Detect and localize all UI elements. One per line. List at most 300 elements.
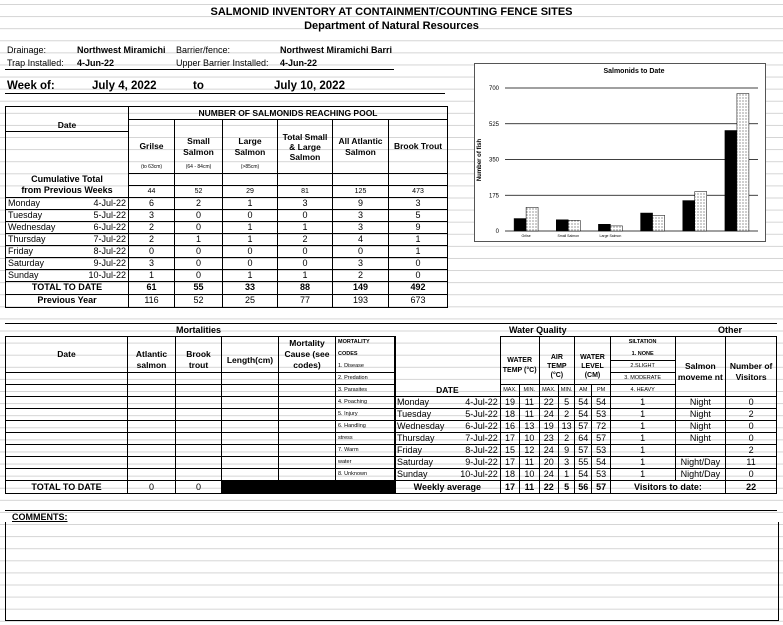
mortality-cell[interactable]: [222, 445, 279, 457]
water-cell[interactable]: 57: [592, 433, 610, 445]
sub-header: MAX.: [500, 385, 519, 397]
count-cell[interactable]: 1: [175, 233, 223, 245]
row-date: 10-Jul-22: [451, 469, 501, 481]
mortality-row: [6, 421, 396, 433]
chart-bar-total-to-date: [683, 201, 695, 231]
mortality-cell[interactable]: [222, 397, 279, 409]
col-length: Length(cm): [222, 349, 279, 373]
chart-category-label: Small Salmon: [557, 234, 580, 238]
water-cell[interactable]: 72: [592, 421, 610, 433]
count-cell[interactable]: 2: [129, 233, 175, 245]
water-cell[interactable]: 12: [520, 445, 539, 457]
mortality-row: [6, 457, 396, 469]
week-start[interactable]: July 4, 2022: [92, 80, 157, 92]
codes-subheading: CODES: [336, 349, 396, 361]
previous-year-value: 116: [129, 294, 175, 307]
count-cell[interactable]: 0: [278, 245, 333, 257]
row-date: 6-Jul-22: [451, 421, 501, 433]
weekly-average-label: Weekly average: [395, 481, 501, 494]
mortality-cell[interactable]: [222, 433, 279, 445]
row-date: 7-Jul-22: [451, 433, 501, 445]
mortality-code: water: [336, 457, 396, 469]
count-cell[interactable]: 1: [223, 269, 278, 281]
previous-year-value: 77: [278, 294, 333, 307]
water-row: [395, 433, 777, 445]
row-date: 6-Jul-22: [81, 221, 129, 233]
water-row: [395, 457, 777, 469]
row-day: Tuesday: [6, 209, 81, 221]
mortality-cell[interactable]: [128, 409, 176, 421]
water-cell[interactable]: 54: [575, 409, 592, 421]
row-date: 10-Jul-22: [81, 269, 129, 281]
water-cell[interactable]: 17: [500, 433, 519, 445]
drainage-value[interactable]: Northwest Miramichi: [77, 45, 166, 55]
mortality-cell[interactable]: [6, 421, 128, 433]
codes-heading: MORTALITY: [336, 337, 396, 349]
mortality-cell[interactable]: [128, 385, 176, 397]
row-day: Friday: [6, 245, 81, 257]
mortality-code: 7. Warm: [336, 445, 396, 457]
visitors-cell[interactable]: 0: [726, 397, 777, 409]
chart-bar-total-to-date: [556, 220, 568, 231]
water-cell[interactable]: 16: [500, 421, 519, 433]
row-day: Monday: [6, 197, 81, 209]
siltation-cell[interactable]: 1: [610, 409, 675, 421]
total-value: 88: [278, 281, 333, 294]
count-cell[interactable]: 3: [389, 197, 448, 209]
mortality-cell[interactable]: [222, 409, 279, 421]
count-cell[interactable]: 1: [223, 233, 278, 245]
water-cell[interactable]: 54: [592, 397, 610, 409]
mortality-cell[interactable]: [176, 397, 222, 409]
mortality-cell[interactable]: [6, 409, 128, 421]
barrier-value[interactable]: Northwest Miramichi Barri: [280, 45, 393, 55]
count-cell[interactable]: 1: [223, 221, 278, 233]
mortality-cell[interactable]: [222, 421, 279, 433]
water-cell[interactable]: 11: [520, 397, 539, 409]
subcol-small: (64 - 84cm): [175, 162, 223, 174]
divider: [5, 93, 445, 94]
count-cell[interactable]: 3: [129, 209, 175, 221]
water-cell[interactable]: 19: [539, 421, 558, 433]
upper-barrier-label: Upper Barrier Installed:: [176, 58, 269, 68]
mortality-cell[interactable]: [6, 385, 128, 397]
mortality-cell[interactable]: [279, 469, 336, 481]
water-row: [395, 421, 777, 433]
mortality-cell[interactable]: [6, 469, 128, 481]
movement-cell[interactable]: Night: [675, 433, 726, 445]
siltation-cell[interactable]: 1: [610, 421, 675, 433]
count-cell[interactable]: 2: [333, 269, 389, 281]
cumulative-value[interactable]: 52: [175, 185, 223, 197]
mortality-cell[interactable]: [279, 433, 336, 445]
count-cell[interactable]: 1: [223, 197, 278, 209]
count-cell[interactable]: 9: [333, 197, 389, 209]
count-cell[interactable]: 0: [223, 245, 278, 257]
mortality-cell[interactable]: [6, 433, 128, 445]
mortality-cell[interactable]: [6, 373, 128, 385]
total-value: 55: [175, 281, 223, 294]
count-cell[interactable]: 2: [129, 221, 175, 233]
water-cell[interactable]: 64: [575, 433, 592, 445]
visitors-cell[interactable]: 2: [726, 445, 777, 457]
visitors-cell[interactable]: 11: [726, 457, 777, 469]
upper-barrier-value[interactable]: 4-Jun-22: [280, 58, 318, 68]
water-cell[interactable]: 53: [592, 469, 610, 481]
mortality-cell[interactable]: [279, 397, 336, 409]
weekly-average-value: 17: [500, 481, 519, 494]
siltation-cell[interactable]: 1: [610, 469, 675, 481]
row-day: Monday: [395, 397, 451, 409]
comments-label: COMMENTS:: [12, 512, 68, 522]
col-salmon-movement: Salmon moveme nt: [675, 349, 726, 397]
water-cell[interactable]: 24: [539, 469, 558, 481]
mortality-cell[interactable]: [222, 385, 279, 397]
col-small-salmon: Small Salmon: [175, 132, 223, 162]
drainage-label: Drainage:: [7, 45, 47, 55]
page-subtitle: Department of Natural Resources: [304, 20, 479, 32]
row-day: Friday: [395, 445, 451, 457]
mortality-cell[interactable]: [176, 433, 222, 445]
subcol-grilse: (to 63cm): [129, 162, 175, 174]
previous-year-value: 25: [223, 294, 278, 307]
water-cell[interactable]: 11: [520, 409, 539, 421]
siltation-code: 1. NONE: [610, 349, 675, 361]
count-cell[interactable]: 6: [129, 197, 175, 209]
count-cell[interactable]: 3: [333, 257, 389, 269]
water-quality-heading: Water Quality: [509, 325, 567, 335]
cumulative-value[interactable]: 81: [278, 185, 333, 197]
siltation-cell[interactable]: 1: [610, 457, 675, 469]
water-cell[interactable]: 11: [520, 457, 539, 469]
mortality-code: 3. Parasites: [336, 385, 396, 397]
siltation-code: 4. HEAVY: [610, 385, 675, 397]
chart-tick-label: 525: [488, 121, 499, 128]
mortality-cell[interactable]: [176, 409, 222, 421]
count-cell[interactable]: 0: [223, 209, 278, 221]
row-day: Wednesday: [6, 221, 81, 233]
mortality-cell[interactable]: [222, 373, 279, 385]
mortality-cell[interactable]: [176, 385, 222, 397]
movement-cell[interactable]: Night/Day: [675, 469, 726, 481]
total-value: 149: [333, 281, 389, 294]
weekly-average-value: 22: [539, 481, 558, 494]
row-day: Saturday: [6, 257, 81, 269]
sub-header: PM: [592, 385, 610, 397]
chart-svg: [475, 64, 765, 241]
divider: [5, 323, 777, 324]
chart-ylabel: Number of fish: [477, 138, 483, 182]
col-brook-trout: Brook Trout: [389, 132, 448, 162]
mortality-cell[interactable]: [128, 373, 176, 385]
chart-category-label: Grilse: [521, 234, 531, 238]
siltation-heading: SILTATION: [610, 337, 675, 349]
water-cell[interactable]: 13: [559, 421, 575, 433]
water-cell[interactable]: 54: [592, 457, 610, 469]
mortality-cell[interactable]: [279, 373, 336, 385]
mortality-row: [6, 409, 396, 421]
siltation-code: 2.SLIGHT: [610, 361, 675, 373]
chart-bar-previous-year: [568, 220, 580, 231]
visitors-cell[interactable]: 0: [726, 421, 777, 433]
chart-category-label: Large Salmon: [599, 234, 622, 238]
count-cell[interactable]: 2: [278, 233, 333, 245]
movement-cell[interactable]: Night/Day: [675, 457, 726, 469]
mortality-cell[interactable]: [176, 469, 222, 481]
count-cell[interactable]: 3: [333, 209, 389, 221]
mortality-cell[interactable]: [6, 445, 128, 457]
sub-header: MIN.: [520, 385, 539, 397]
count-cell[interactable]: 0: [223, 257, 278, 269]
visitors-cell[interactable]: 0: [726, 469, 777, 481]
water-cell[interactable]: 22: [539, 397, 558, 409]
previous-year-value: 52: [175, 294, 223, 307]
water-row: [395, 397, 777, 409]
mortality-cell[interactable]: [279, 385, 336, 397]
water-cell[interactable]: 55: [575, 457, 592, 469]
water-cell[interactable]: 3: [559, 457, 575, 469]
count-cell[interactable]: 0: [129, 245, 175, 257]
week-end[interactable]: July 10, 2022: [274, 80, 345, 92]
movement-cell[interactable]: Night: [675, 397, 726, 409]
row-day: Thursday: [6, 233, 81, 245]
row-date: 8-Jul-22: [81, 245, 129, 257]
mortality-row: [6, 373, 396, 385]
row-day: Tuesday: [395, 409, 451, 421]
mortalities-table: [5, 336, 396, 494]
siltation-cell[interactable]: 1: [610, 433, 675, 445]
total-value: 492: [389, 281, 448, 294]
mortality-total-atlantic: 0: [128, 481, 176, 494]
water-cell[interactable]: 23: [539, 433, 558, 445]
count-cell[interactable]: 0: [175, 269, 223, 281]
chart-bar-total-to-date: [641, 213, 653, 231]
mortality-cell[interactable]: [128, 457, 176, 469]
cumulative-value[interactable]: 473: [389, 185, 448, 197]
count-row: [6, 257, 448, 269]
mortality-cell[interactable]: [279, 445, 336, 457]
siltation-cell[interactable]: 1: [610, 445, 675, 457]
row-day: Saturday: [395, 457, 451, 469]
mortality-row: [6, 397, 396, 409]
row-day: Thursday: [395, 433, 451, 445]
count-cell[interactable]: 1: [278, 269, 333, 281]
cumulative-value[interactable]: 44: [129, 185, 175, 197]
water-row: [395, 409, 777, 421]
col-visitors: Number of Visitors: [726, 349, 777, 397]
water-date-header: DATE: [395, 385, 501, 397]
row-day: Wednesday: [395, 421, 451, 433]
count-cell[interactable]: 1: [129, 269, 175, 281]
col-water-temp: WATER TEMP (°C): [500, 349, 539, 385]
divider: [5, 69, 394, 70]
water-cell[interactable]: 57: [575, 421, 592, 433]
mortalities-heading: Mortalities: [176, 325, 222, 335]
mortality-cell[interactable]: [176, 421, 222, 433]
movement-cell[interactable]: Night: [675, 421, 726, 433]
water-cell[interactable]: 20: [539, 457, 558, 469]
water-cell[interactable]: 10: [520, 433, 539, 445]
mortality-cell[interactable]: [279, 457, 336, 469]
mortality-code: 6. Handling: [336, 421, 396, 433]
sub-header: AM: [575, 385, 592, 397]
other-heading: Other: [718, 325, 743, 335]
mortality-cell[interactable]: [128, 469, 176, 481]
water-cell[interactable]: 17: [500, 457, 519, 469]
visitors-cell[interactable]: 2: [726, 409, 777, 421]
mortality-cell[interactable]: [222, 469, 279, 481]
water-cell[interactable]: 24: [539, 409, 558, 421]
count-cell[interactable]: 3: [333, 221, 389, 233]
mortality-cell[interactable]: [279, 409, 336, 421]
mortality-cell[interactable]: [222, 457, 279, 469]
comments-area[interactable]: [5, 522, 779, 621]
mortality-cell[interactable]: [128, 445, 176, 457]
total-value: 61: [129, 281, 175, 294]
water-cell[interactable]: 53: [592, 445, 610, 457]
previous-year-value: 673: [389, 294, 448, 307]
weekly-average-value: 56: [575, 481, 592, 494]
mortality-code: 5. Injury: [336, 409, 396, 421]
row-day: Sunday: [6, 269, 81, 281]
mortality-row: [6, 433, 396, 445]
count-cell[interactable]: 0: [175, 257, 223, 269]
previous-year-label: Previous Year: [6, 294, 129, 307]
mortality-row: [6, 469, 396, 481]
count-cell[interactable]: 2: [175, 197, 223, 209]
blacked-out-cells: [222, 481, 396, 494]
water-cell[interactable]: 54: [575, 469, 592, 481]
count-cell[interactable]: 0: [278, 257, 333, 269]
divider: [5, 510, 777, 511]
chart-bar-previous-year: [653, 215, 665, 231]
chart-tick-label: 350: [488, 157, 499, 164]
visitors-cell[interactable]: 0: [726, 433, 777, 445]
visitors-to-date-label: Visitors to date:: [610, 481, 725, 494]
count-cell[interactable]: 1: [389, 245, 448, 257]
count-cell[interactable]: 0: [175, 245, 223, 257]
water-cell[interactable]: 19: [500, 397, 519, 409]
total-value: 33: [223, 281, 278, 294]
col-total-small-large: Total Small & Large Salmon: [278, 132, 333, 162]
mortality-row: [6, 445, 396, 457]
count-cell[interactable]: 4: [333, 233, 389, 245]
count-cell[interactable]: 0: [175, 209, 223, 221]
water-cell[interactable]: 1: [559, 469, 575, 481]
barrier-label: Barrier/fence:: [176, 45, 231, 55]
page-title: SALMONID INVENTORY AT CONTAINMENT/COUNTING FENCE SITES: [210, 6, 573, 18]
water-cell[interactable]: 9: [559, 445, 575, 457]
counts-heading: NUMBER OF SALMONIDS REACHING POOL: [129, 107, 448, 120]
cumulative-value[interactable]: 125: [333, 185, 389, 197]
subcol-large: (>85cm): [223, 162, 278, 174]
mortality-cell[interactable]: [128, 397, 176, 409]
water-cell[interactable]: 15: [500, 445, 519, 457]
weekly-average-value: 11: [520, 481, 539, 494]
count-cell[interactable]: 5: [389, 209, 448, 221]
weekly-average-value: 5: [559, 481, 575, 494]
chart-bar-previous-year: [526, 207, 538, 231]
mortality-cell[interactable]: [128, 433, 176, 445]
mortality-cell[interactable]: [128, 421, 176, 433]
count-cell[interactable]: 3: [129, 257, 175, 269]
mortality-code: 4. Poaching: [336, 397, 396, 409]
count-cell[interactable]: 0: [175, 221, 223, 233]
trap-installed-label: Trap Installed:: [7, 58, 64, 68]
movement-cell[interactable]: [675, 445, 726, 457]
count-row: [6, 269, 448, 281]
mortality-cell[interactable]: [176, 373, 222, 385]
water-cell[interactable]: 18: [500, 409, 519, 421]
water-cell[interactable]: 54: [575, 397, 592, 409]
mortality-code: 8. Unknown: [336, 469, 396, 481]
row-date: 5-Jul-22: [451, 409, 501, 421]
col-brook-trout-mort: Brook trout: [176, 349, 222, 373]
water-cell[interactable]: 18: [500, 469, 519, 481]
sub-header: MAX.: [539, 385, 558, 397]
trap-installed-value[interactable]: 4-Jun-22: [77, 58, 115, 68]
previous-year-value: 193: [333, 294, 389, 307]
water-cell[interactable]: 24: [539, 445, 558, 457]
water-cell[interactable]: 53: [592, 409, 610, 421]
chart-bar-total-to-date: [598, 224, 610, 231]
chart-title: Salmonids to Date: [603, 68, 665, 75]
mortality-cell[interactable]: [6, 397, 128, 409]
col-all-atlantic: All Atlantic Salmon: [333, 132, 389, 162]
mortality-code: 1. Disease: [336, 361, 396, 373]
movement-cell[interactable]: Night: [675, 409, 726, 421]
count-cell[interactable]: 0: [389, 269, 448, 281]
water-cell[interactable]: 10: [520, 469, 539, 481]
mortality-code: 2. Predation: [336, 373, 396, 385]
row-date: 7-Jul-22: [81, 233, 129, 245]
water-cell[interactable]: 13: [520, 421, 539, 433]
count-cell[interactable]: 0: [278, 209, 333, 221]
chart-tick-label: 0: [495, 229, 499, 235]
count-row: [6, 209, 448, 221]
water-cell[interactable]: 2: [559, 409, 575, 421]
mortality-cell[interactable]: [6, 457, 128, 469]
chart-bar-total-to-date: [725, 130, 737, 231]
mortality-cell[interactable]: [176, 457, 222, 469]
col-air-temp: AIR TEMP (°C): [539, 349, 575, 385]
count-row: [6, 233, 448, 245]
count-cell[interactable]: 3: [278, 197, 333, 209]
water-cell[interactable]: 57: [575, 445, 592, 457]
count-cell[interactable]: 1: [389, 233, 448, 245]
mortality-cell[interactable]: [279, 421, 336, 433]
count-row: [6, 245, 448, 257]
total-to-date-label: TOTAL TO DATE: [6, 281, 129, 294]
siltation-code: 3. MODERATE: [610, 373, 675, 385]
chart-tick-label: 175: [488, 193, 499, 200]
cumulative-value[interactable]: 29: [223, 185, 278, 197]
count-cell[interactable]: 1: [278, 221, 333, 233]
mortality-date-header: Date: [6, 349, 128, 361]
water-cell[interactable]: 5: [559, 397, 575, 409]
mortality-cell[interactable]: [176, 445, 222, 457]
count-cell[interactable]: 0: [333, 245, 389, 257]
chart-bar-previous-year: [737, 94, 749, 231]
count-cell[interactable]: 9: [389, 221, 448, 233]
row-date: 9-Jul-22: [81, 257, 129, 269]
counts-date-header: Date: [6, 120, 129, 132]
col-water-level: WATER LEVEL (CM): [575, 349, 611, 385]
water-cell[interactable]: 2: [559, 433, 575, 445]
siltation-cell[interactable]: 1: [610, 397, 675, 409]
count-cell[interactable]: 0: [389, 257, 448, 269]
row-date: 5-Jul-22: [81, 209, 129, 221]
